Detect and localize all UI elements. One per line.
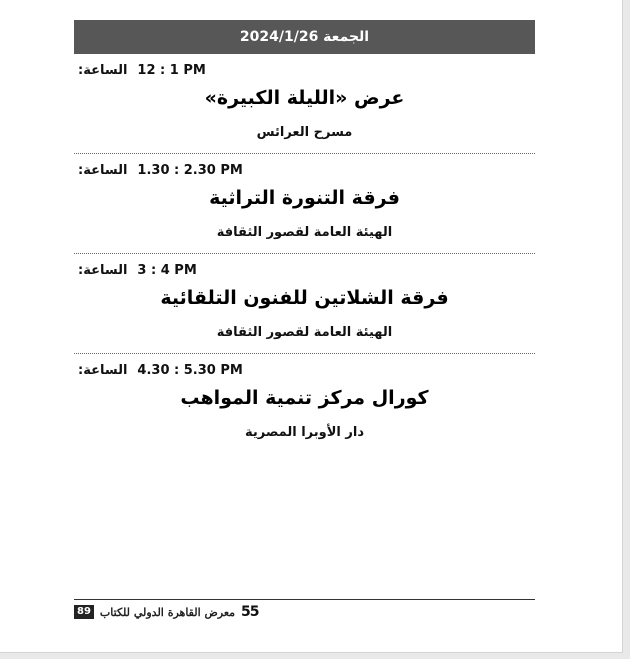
event-title: فرقة التنورة التراثية: [209, 187, 400, 209]
event-venue: الهيئة العامة لقصور الثقافة: [216, 325, 393, 340]
event-title: عرض «الليلة الكبيرة»: [204, 87, 405, 109]
event-venue: دار الأوبرا المصرية: [244, 425, 365, 440]
footer-divider: [74, 599, 535, 600]
day-header: الجمعة 2024/1/26: [74, 20, 535, 54]
page-number: 89: [74, 605, 94, 619]
time-label: الساعة:: [78, 263, 128, 278]
time-value: 1.30 : 2.30 PM: [137, 163, 243, 178]
event-time: [78, 163, 243, 178]
page-footer: [74, 604, 259, 620]
event-item: [74, 254, 535, 354]
event-title: فرقة الشلاتين للفنون التلقائية: [160, 287, 449, 309]
time-label: الساعة:: [78, 163, 128, 178]
event-time: [78, 263, 197, 278]
event-time: [78, 63, 206, 78]
schedule-column: [74, 20, 535, 453]
time-value: 4.30 : 5.30 PM: [137, 363, 243, 378]
book-fair-logo-number: 55: [241, 604, 259, 620]
event-item: [74, 54, 535, 154]
event-venue: مسرح العرائس: [256, 125, 353, 140]
time-value: 3 : 4 PM: [137, 263, 197, 278]
event-time: [78, 363, 243, 378]
time-value: 12 : 1 PM: [137, 63, 206, 78]
event-venue: الهيئة العامة لقصور الثقافة: [216, 225, 393, 240]
event-item: [74, 354, 535, 453]
book-fair-name: معرض القاهرة الدولي للكتاب: [99, 605, 236, 619]
event-title: كورال مركز تنمية المواهب: [180, 387, 429, 409]
time-label: الساعة:: [78, 363, 128, 378]
time-label: الساعة:: [78, 63, 128, 78]
event-item: [74, 154, 535, 254]
